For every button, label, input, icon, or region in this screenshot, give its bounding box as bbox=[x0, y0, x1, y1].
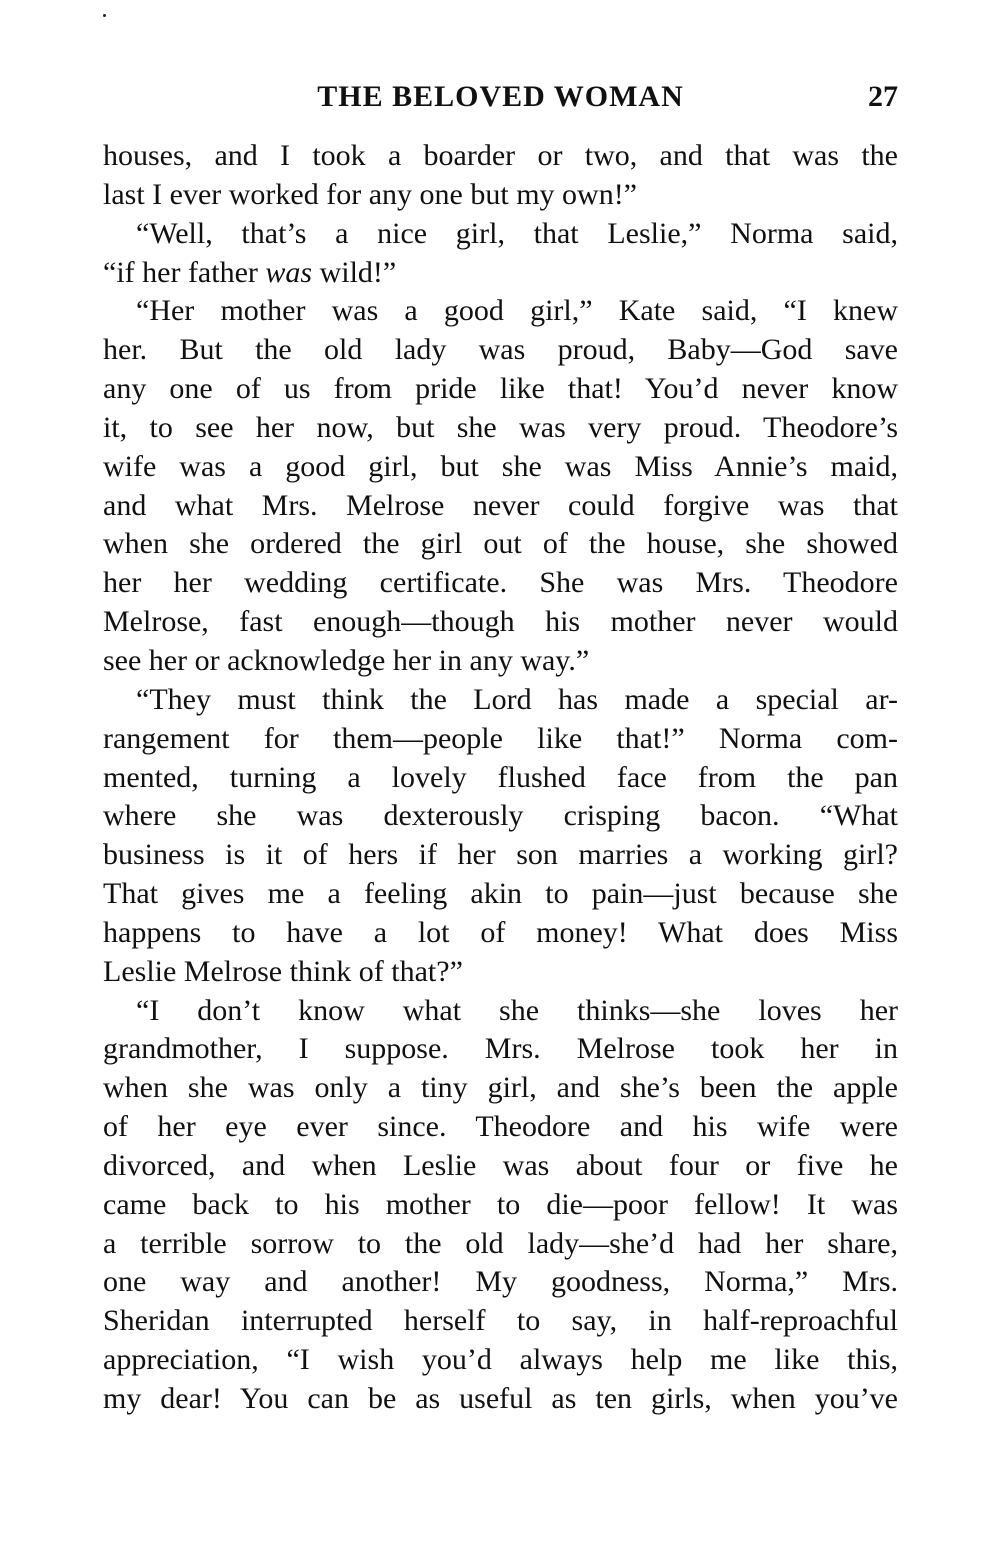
text-line: happens to have a lot of money! What does Miss bbox=[103, 915, 898, 949]
page-number: 27 bbox=[868, 80, 898, 113]
running-title: THE BELOVED WOMAN bbox=[317, 80, 684, 113]
italic-word: was bbox=[265, 255, 313, 289]
text-line: rangement for them—people like that!” Norma com- bbox=[103, 721, 898, 755]
text-line: mented, turning a lovely flushed face from the pan bbox=[103, 760, 898, 794]
text-line: a terrible sorrow to the old lady—she’d had her share, bbox=[103, 1226, 898, 1260]
text-line: business is it of hers if her son marries a working girl? bbox=[103, 838, 898, 872]
text-line: last I ever worked for any one but my own!” bbox=[103, 177, 637, 211]
text-line: when she ordered the girl out of the house, she showed bbox=[103, 527, 898, 561]
text-span: “if her father bbox=[103, 255, 266, 289]
text-line: grandmother, I suppose. Mrs. Melrose took her in bbox=[103, 1032, 898, 1066]
print-speck bbox=[103, 14, 106, 17]
text-line: came back to his mother to die—poor fellow! It was bbox=[103, 1187, 898, 1221]
text-line: Sheridan interrupted herself to say, in half-reproachful bbox=[103, 1304, 898, 1338]
text-line: “I don’t know what she thinks—she loves her bbox=[136, 993, 898, 1027]
text-line: see her or acknowledge her in any way.” bbox=[103, 643, 590, 677]
text-line: of her eye ever since. Theodore and his wife were bbox=[103, 1110, 898, 1144]
text-line: houses, and I took a boarder or two, and that was the bbox=[103, 139, 898, 172]
text-line bbox=[103, 254, 898, 293]
text-line: her. But the old lady was proud, Baby—God save bbox=[103, 333, 898, 367]
text-line: my dear! You can be as useful as ten girls, when you’ve bbox=[103, 1382, 898, 1415]
body-text bbox=[103, 137, 898, 1419]
text-line: and what Mrs. Melrose never could forgive was that bbox=[103, 488, 898, 522]
text-span: wild!” bbox=[312, 255, 397, 289]
text-line: when she was only a tiny girl, and she’s been the apple bbox=[103, 1071, 898, 1105]
running-head bbox=[103, 80, 898, 124]
text-line: “Well, that’s a nice girl, that Leslie,” Norma said, bbox=[136, 216, 898, 250]
text-line: any one of us from pride like that! You’d never know bbox=[103, 372, 898, 406]
text-line: her her wedding certificate. She was Mrs. Theodore bbox=[103, 566, 898, 600]
text-line: divorced, and when Leslie was about four or five he bbox=[103, 1148, 898, 1182]
text-line: “Her mother was a good girl,” Kate said, “I knew bbox=[136, 294, 898, 328]
text-line: That gives me a feeling akin to pain—just because she bbox=[103, 877, 898, 911]
text-line: where she was dexterously crisping bacon. “What bbox=[103, 799, 898, 833]
text-line: it, to see her now, but she was very proud. Theodore’s bbox=[103, 410, 898, 444]
text-line: wife was a good girl, but she was Miss Annie’s maid, bbox=[103, 449, 898, 483]
text-line: one way and another! My goodness, Norma,” Mrs. bbox=[103, 1265, 898, 1299]
text-line: Melrose, fast enough—though his mother never would bbox=[103, 605, 898, 639]
text-line: appreciation, “I wish you’d always help me like this, bbox=[103, 1343, 898, 1377]
text-line: Leslie Melrose think of that?” bbox=[103, 954, 463, 988]
text-line: “They must think the Lord has made a special ar- bbox=[136, 682, 898, 716]
